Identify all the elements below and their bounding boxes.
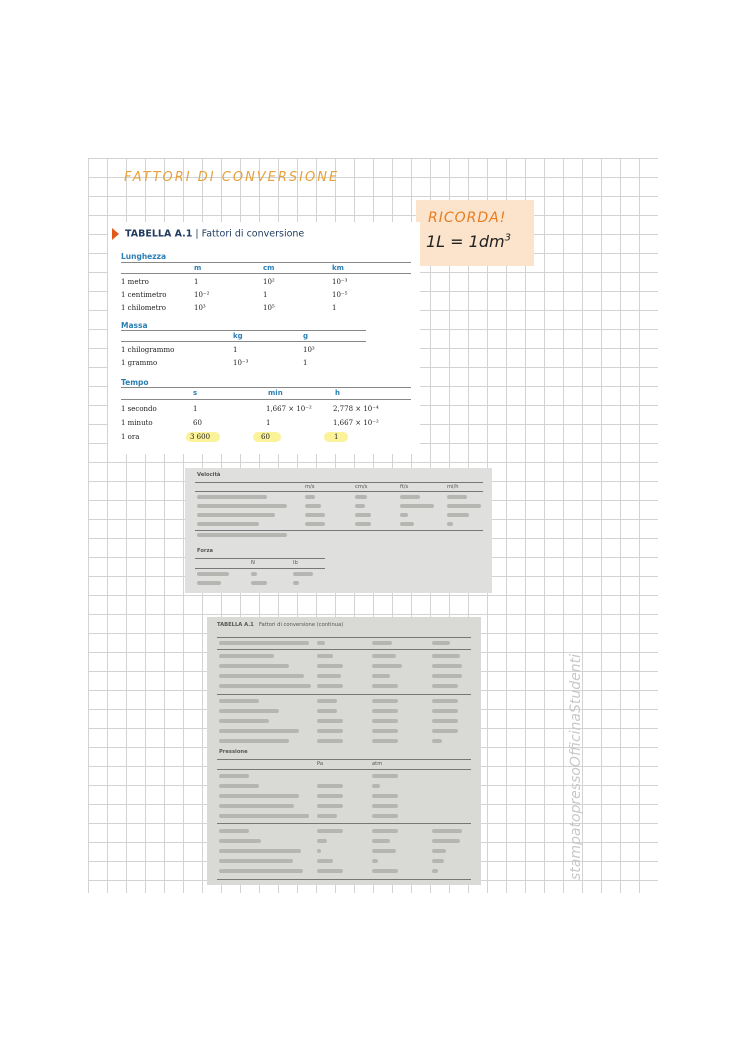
blurred-text (432, 641, 450, 645)
blurred-text (317, 684, 343, 688)
blurred-text (197, 504, 287, 508)
blurred-text (372, 729, 398, 733)
divider (121, 341, 366, 342)
divider (217, 649, 471, 650)
blurred-text (317, 739, 343, 743)
divider (217, 879, 471, 880)
table-cell: 10⁻² (194, 291, 210, 299)
photo-col-header: N (251, 560, 255, 566)
table-cell: 10⁻⁵ (332, 291, 348, 299)
col-header: km (332, 264, 344, 272)
blurred-text (317, 641, 325, 645)
photo-col-header: lb (293, 560, 298, 566)
row-label: 1 centimetro (121, 291, 167, 299)
divider (217, 694, 471, 695)
blurred-text (372, 804, 398, 808)
table-cell: 10³ (303, 346, 315, 354)
blurred-text (355, 522, 371, 526)
col-header: h (335, 389, 340, 397)
blurred-text (219, 709, 279, 713)
row-label: 1 ora (121, 433, 140, 441)
blurred-text (400, 522, 414, 526)
section-lunghezza: Lunghezza (121, 252, 167, 261)
row-label: 1 secondo (121, 405, 157, 413)
col-header: s (193, 389, 198, 397)
blurred-text (372, 829, 398, 833)
divider (217, 759, 471, 760)
blurred-text (372, 859, 378, 863)
blurred-text (317, 804, 343, 808)
blurred-text (251, 581, 267, 585)
blurred-text (317, 654, 333, 658)
blurred-text (197, 572, 229, 576)
blurred-text (317, 709, 337, 713)
blurred-text (372, 654, 396, 658)
table-title (112, 228, 304, 240)
table-separator: | (195, 228, 199, 240)
blurred-text (432, 849, 446, 853)
blurred-text (219, 839, 261, 843)
blurred-text (372, 709, 398, 713)
blurred-text (372, 641, 392, 645)
table-cell: 10⁻³ (332, 278, 348, 286)
blurred-text (400, 495, 420, 499)
table-cell: 1 (303, 359, 308, 367)
blurred-text (219, 729, 299, 733)
blurred-text (432, 869, 438, 873)
blurred-text (447, 522, 453, 526)
blurred-text (372, 719, 398, 723)
blurred-text (197, 522, 259, 526)
divider (121, 399, 411, 400)
divider (217, 637, 471, 638)
photo-col-header: atm (372, 761, 383, 767)
blurred-text (372, 839, 390, 843)
reminder-formula-main: 1L = 1dm (426, 232, 505, 251)
divider (217, 823, 471, 824)
table-cell: 10⁵ (263, 304, 275, 312)
blurred-text (317, 839, 327, 843)
table-cell: 3 600 (190, 433, 211, 441)
divider (195, 568, 325, 569)
blurred-text (372, 784, 380, 788)
blurred-text (219, 814, 309, 818)
blurred-text (219, 829, 249, 833)
blurred-text (219, 684, 311, 688)
blurred-text (400, 504, 434, 508)
blurred-text (219, 664, 289, 668)
blurred-text (317, 794, 343, 798)
col-header: m (194, 264, 202, 272)
table-cell: 10⁻³ (233, 359, 249, 367)
table-cell: 2,778 × 10⁻⁴ (333, 405, 379, 413)
blurred-text (317, 849, 321, 853)
blurred-text (219, 804, 294, 808)
blurred-text (219, 849, 301, 853)
blurred-text (432, 729, 458, 733)
table-cell: 60 (193, 419, 202, 427)
blurred-text (317, 719, 343, 723)
blurred-text (219, 794, 299, 798)
table-caption: Fattori di conversione (201, 228, 305, 240)
row-label: 1 chilogrammo (121, 346, 175, 354)
blurred-text (372, 869, 398, 873)
blurred-text (447, 495, 467, 499)
photo-col-header: mi/h (447, 484, 459, 490)
blurred-text (317, 784, 343, 788)
blurred-text (372, 774, 398, 778)
blurred-text (372, 814, 398, 818)
blurred-text (432, 829, 462, 833)
blurred-text (317, 814, 337, 818)
table-cell: 1,667 × 10⁻² (266, 405, 312, 413)
reminder-formula-exponent: 3 (504, 232, 511, 244)
watermark: stampatopressoOfficinaStudenti (568, 654, 584, 880)
blurred-text (219, 719, 269, 723)
blurred-text (317, 674, 341, 678)
row-label: 1 grammo (121, 359, 158, 367)
divider (121, 273, 411, 274)
table-cell: 1 (263, 291, 268, 299)
blurred-text (219, 699, 259, 703)
reminder-note (416, 200, 534, 266)
blurred-text (219, 674, 304, 678)
blurred-text (251, 572, 257, 576)
blurred-text (372, 794, 398, 798)
section-tempo: Tempo (121, 378, 149, 387)
divider (121, 330, 366, 331)
blurred-text (432, 699, 458, 703)
blurred-text (197, 581, 221, 585)
blurred-text (317, 829, 343, 833)
reminder-formula (426, 232, 511, 251)
col-header: g (303, 332, 309, 340)
blurred-text (432, 739, 442, 743)
table-cell: 1 (266, 419, 271, 427)
photo-table-caption: Fattori di conversione (continua) (259, 622, 344, 628)
blurred-text (355, 513, 371, 517)
photo-col-header: cm/s (355, 484, 368, 490)
blurred-text (197, 513, 275, 517)
row-label: 1 metro (121, 278, 149, 286)
blurred-text (219, 654, 274, 658)
blurred-text (293, 581, 299, 585)
blurred-text (219, 859, 293, 863)
row-label: 1 chilometro (121, 304, 166, 312)
blurred-text (372, 664, 402, 668)
blurred-text (219, 739, 289, 743)
col-header: cm (263, 264, 275, 272)
divider (195, 491, 483, 492)
table-cell: 10² (263, 278, 275, 286)
photo-section-title: Pressione (219, 749, 248, 755)
photo-section-title: Velocità (197, 472, 221, 478)
photo-section-title: Forza (197, 548, 213, 554)
blurred-text (317, 859, 333, 863)
reminder-heading: RICORDA! (428, 210, 507, 226)
table-cell: 1 (233, 346, 238, 354)
blurred-text (219, 774, 249, 778)
table-cell: 10³ (194, 304, 206, 312)
blurred-text (432, 674, 462, 678)
conversion-table (108, 222, 420, 454)
col-header: min (268, 389, 283, 397)
table-cell: 1 (194, 278, 199, 286)
divider (195, 482, 483, 483)
blurred-text (432, 654, 460, 658)
photo-velocita-table (185, 468, 492, 593)
blurred-text (432, 664, 462, 668)
blurred-text (432, 859, 444, 863)
blurred-text (447, 504, 481, 508)
blurred-text (372, 674, 390, 678)
blurred-text (305, 513, 325, 517)
table-cell: 60 (261, 433, 270, 441)
handwritten-title: FATTORI DI CONVERSIONE (124, 170, 340, 185)
blurred-text (293, 572, 313, 576)
photo-col-header: m/s (305, 484, 315, 490)
divider (195, 530, 483, 531)
blurred-text (305, 522, 325, 526)
col-header: kg (233, 332, 243, 340)
blurred-text (305, 495, 315, 499)
blurred-text (372, 684, 398, 688)
blurred-text (432, 684, 458, 688)
blurred-text (219, 869, 303, 873)
blurred-text (432, 709, 458, 713)
row-label: 1 minuto (121, 419, 153, 427)
blurred-text (372, 699, 398, 703)
blurred-text (372, 739, 398, 743)
divider (121, 262, 411, 263)
table-cell: 1 (332, 304, 337, 312)
blurred-text (219, 784, 259, 788)
photo-table-label: TABELLA A.1 (217, 622, 254, 628)
blurred-text (355, 495, 367, 499)
blurred-text (432, 719, 458, 723)
blurred-text (400, 513, 408, 517)
divider (195, 558, 325, 559)
blurred-text (355, 504, 365, 508)
blurred-text (317, 729, 343, 733)
divider (121, 387, 411, 388)
blurred-text (447, 513, 469, 517)
section-massa: Massa (121, 321, 148, 330)
blurred-text (219, 641, 309, 645)
blurred-text (197, 495, 267, 499)
blurred-text (305, 504, 321, 508)
blurred-text (432, 839, 460, 843)
table-label: TABELLA A.1 (125, 228, 193, 240)
table-cell: 1,667 × 10⁻² (333, 419, 379, 427)
photo-col-header: Pa (317, 761, 324, 767)
table-cell: 1 (334, 433, 339, 441)
blurred-text (372, 849, 396, 853)
table-flag-icon (112, 228, 119, 240)
divider (217, 769, 471, 770)
table-cell: 1 (193, 405, 198, 413)
blurred-text (317, 869, 343, 873)
blurred-text (197, 533, 287, 537)
blurred-text (317, 699, 337, 703)
photo-col-header: ft/s (400, 484, 409, 490)
blurred-text (317, 664, 343, 668)
photo-continuation-table (207, 617, 481, 885)
